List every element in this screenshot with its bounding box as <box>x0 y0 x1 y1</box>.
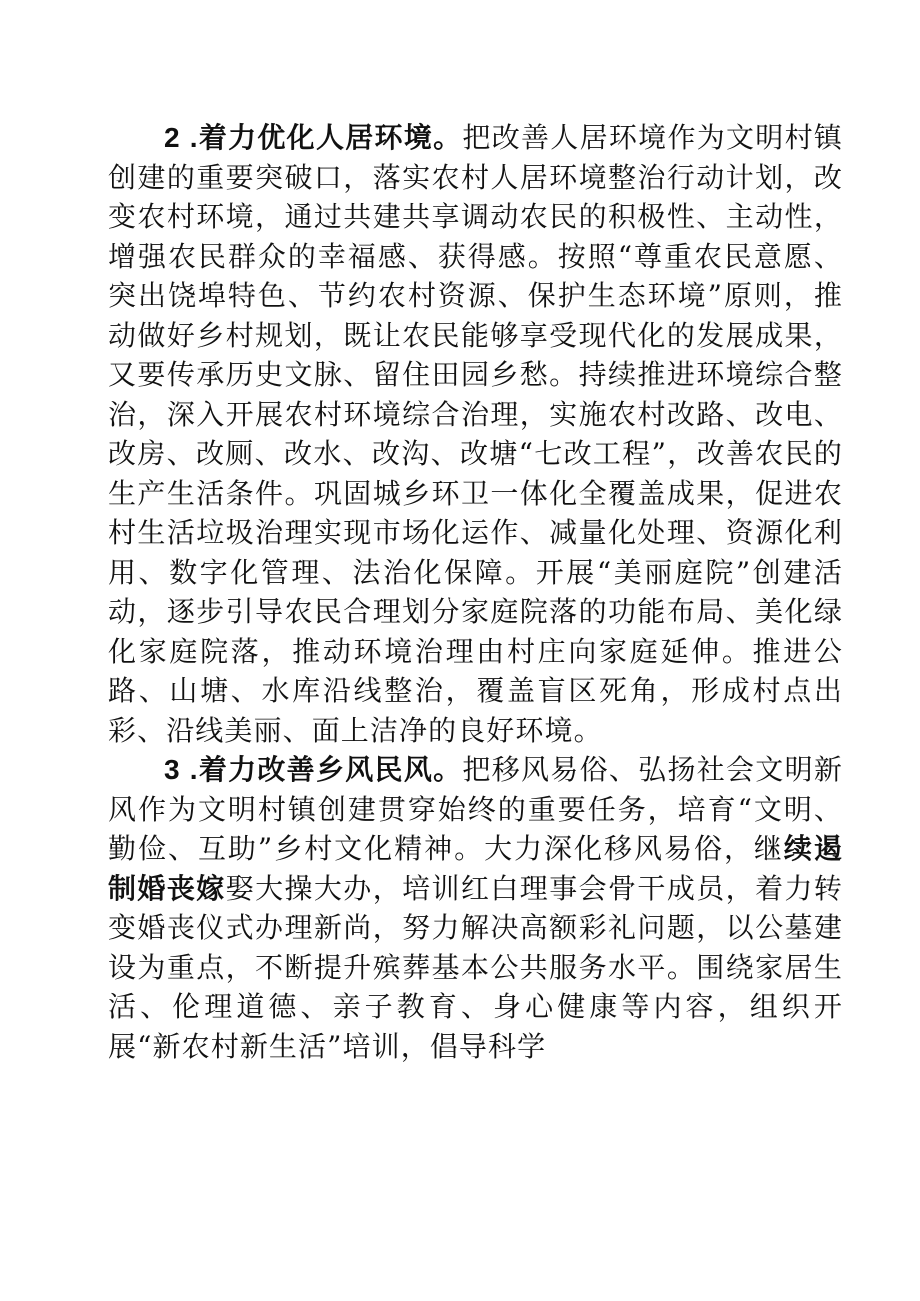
document-page <box>108 118 843 1066</box>
section-heading: 着力优化人居环境。 <box>198 121 463 154</box>
section-number: 2 . <box>164 122 199 153</box>
section-number: 3 . <box>164 754 199 785</box>
section-body-emphasis: 续遏制婚丧嫁 <box>108 832 844 905</box>
paragraph-section-3 <box>108 750 843 1066</box>
section-body: 把改善人居环境作为文明村镇创建的重要突破口，落实农村人居环境整治行动计划，改变农村环境，通过共建共享调动农民的积极性、主动性，增强农民群众的幸福感、获得感。按照“尊重农民意愿、突出饶埠特色、节约农村资源、保护生态环境”原则，推动做好乡村规划，既让农民能够享受现代化的发展成果，又要传承历史文脉、留住田园乡愁。持续推进环境综合整治，深入开展农村环境综合治理，实施农村改路、改电、改房、改厕、改水、改沟、改塘“七改工程”，改善农民的生产生活条件。巩固城乡环卫一体化全覆盖成果，促进农村生活垃圾治理实现市场化运作、减量化处理、资源化利用、数字化管理、法治化保障。开展“美丽庭院”创建活动，逐步引导农民合理划分家庭院落的功能布局、美化绿化家庭院落，推动环境治理由村庄向家庭延伸。推进公路、山塘、水库沿线整治，覆盖盲区死角，形成村点出彩、沿线美丽、面上洁净的良好环境。 <box>108 121 843 747</box>
section-body: 娶大操大办，培训红白理事会骨干成员，着力转变婚丧仪式办理新尚，努力解决高额彩礼问题，以公墓建设为重点，不断提升殡葬基本公共服务水平。围绕家居生活、伦理道德、亲子教育、身心健康等内容，组织开展“新农村新生活”培训，倡导科学 <box>108 871 843 1063</box>
section-body: 把移风易俗、弘扬社会文明新风作为文明村镇创建贯穿始终的重要任务，培育“文明、勤俭、互助”乡村文化精神。大力深化移风易俗，继 <box>108 753 843 865</box>
section-heading: 着力改善乡风民风。 <box>198 753 463 786</box>
paragraph-section-2 <box>108 118 843 750</box>
